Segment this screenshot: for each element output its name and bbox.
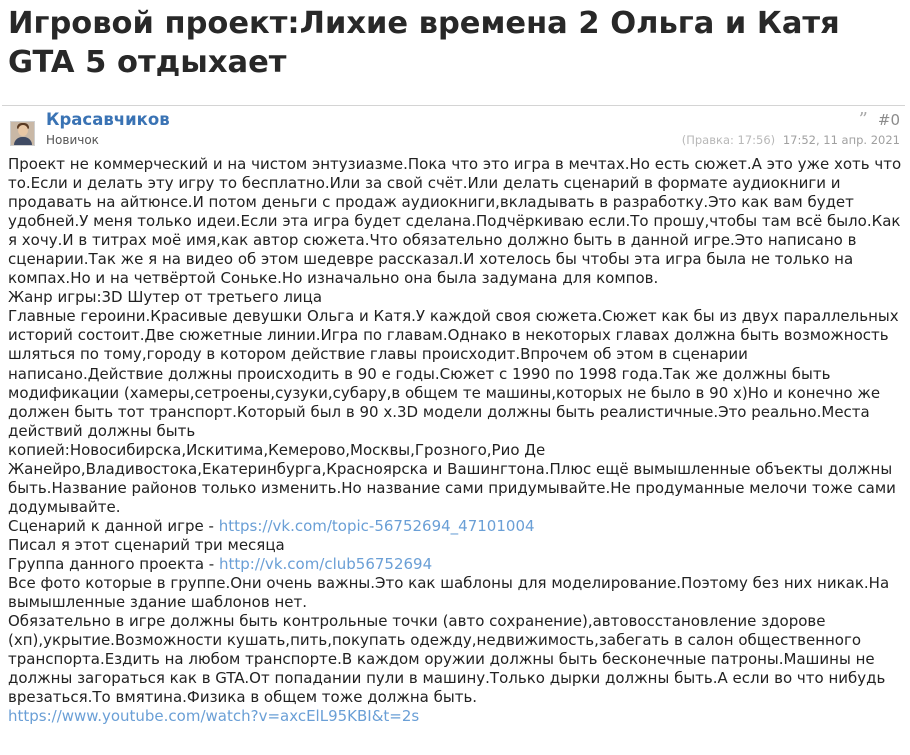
post-number-link[interactable]: #0 [877, 111, 900, 129]
requirements-line: Обязательно в игре должны быть контрольные точки (авто сохранение),автовосстановление здорове (хп),укрытие.Возможности кушать,пить,покупать одежду,недвижимость,забегать в салон общественного транспорта.Ездить на любом транспорте.В каждом оружии должны быть бесконечные патроны.Машины не должны загораться как в GTA.От попадании пули в машину.Только дырки должны быть.А если во что нибудь врезаться.То вмятина.Физика в общем тоже должна быть. [8, 612, 886, 707]
post-tools [859, 110, 900, 130]
wrote-line: Писал я этот сценарий три месяца [8, 535, 285, 554]
scenario-label: Сценарий к данной игре - [8, 516, 219, 535]
scenario-line [8, 517, 903, 536]
group-link[interactable]: http://vk.com/club56752694 [218, 554, 433, 573]
avatar[interactable] [10, 121, 35, 146]
post-paragraph: Проект не коммерческий и на чистом энтузиазме.Пока что это игра в мечтах.Но есть сюжет.А это уже хоть что то.Если и делать эту игру то бесплатно.Или за свой счёт.Или делать сценарий в формате аудиокниги и продавать на айтюнсе.И потом деньги с продаж аудиокниги,вкладывать в разработку.Это как вам будет удобней.У меня только идеи.Если эта игра будет сделана.Подчёркиваю если.То прошу,чтобы там всё было.Как я хочу.И в титрах моё имя,как автор сюжета.Что обязательно должно быть в данной игре.Это написано в сценарии.Так же я на видео об этом шедевре рассказал.И хотелось бы чтобы эта игра была не только на компах.Но и на четвёртой Соньке.Но изначально она была задумана для компов. [8, 155, 902, 288]
post-divider [2, 105, 905, 106]
quote-icon[interactable]: ” [858, 109, 868, 130]
post-meta [682, 132, 900, 148]
post-body [8, 155, 903, 726]
topic-title: Игровой проект:Лихие времена 2 Ольга и Катя GTA 5 отдыхает [8, 6, 840, 80]
post-edited: (Правка: 17:56) [681, 133, 776, 147]
post-paragraph: Жанр игры:3D Шутер от третьего лица [8, 288, 323, 307]
group-line [8, 555, 903, 574]
scenario-link[interactable]: https://vk.com/topic-56752694_47101004 [218, 516, 535, 535]
post-date: 17:52, 11 апр. 2021 [782, 133, 900, 147]
youtube-link[interactable]: https://www.youtube.com/watch?v=axcElL95KBI&t=2s [8, 707, 420, 726]
post-paragraph: Главные героини.Красивые девушки Ольга и Катя.У каждой своя сюжета.Сюжет как бы из двух параллельных историй состоит.Две сюжетные линии.Игра по главам.Однако в некоторых главах должна быть возможность шляться по тому,городу в котором действие главы происходит.Впрочем об этом в сценарии написано.Действие должны происходить в 90 е годы.Сюжет с 1990 по 1998 года.Так же должны быть модификации (хамеры,сетроены,сузуки,субару,в общем те машины,которых не было в 90 х)Но и конечно же должен быть тот транспорт.Который был в 90 х.3D модели должны быть реалистичные.Это реально.Места действий должны быть [8, 307, 899, 440]
post-paragraph: копией:Новосибирска,Искитима,Кемерово,Москвы,Грозного,Рио Де Жанейро,Владивостока,Екатеринбурга,Красноярска и Вашингтона.Плюс ещё вымышленные объекты должны быть.Название районов только изменить.Но название сами придумывайте.Не продуманные мелочи тоже сами додумывайте. [8, 440, 896, 516]
author-rank: Новичок [46, 133, 99, 147]
group-label: Группа данного проекта - [8, 554, 219, 573]
author-name-link[interactable]: Красавчиков [46, 110, 170, 129]
youtube-line [8, 707, 903, 726]
photos-line: Все фото которые в группе.Они очень важны.Это как шаблоны для моделирование.Поэтому без них никак.На вымышленные здание шаблонов нет. [8, 574, 890, 612]
